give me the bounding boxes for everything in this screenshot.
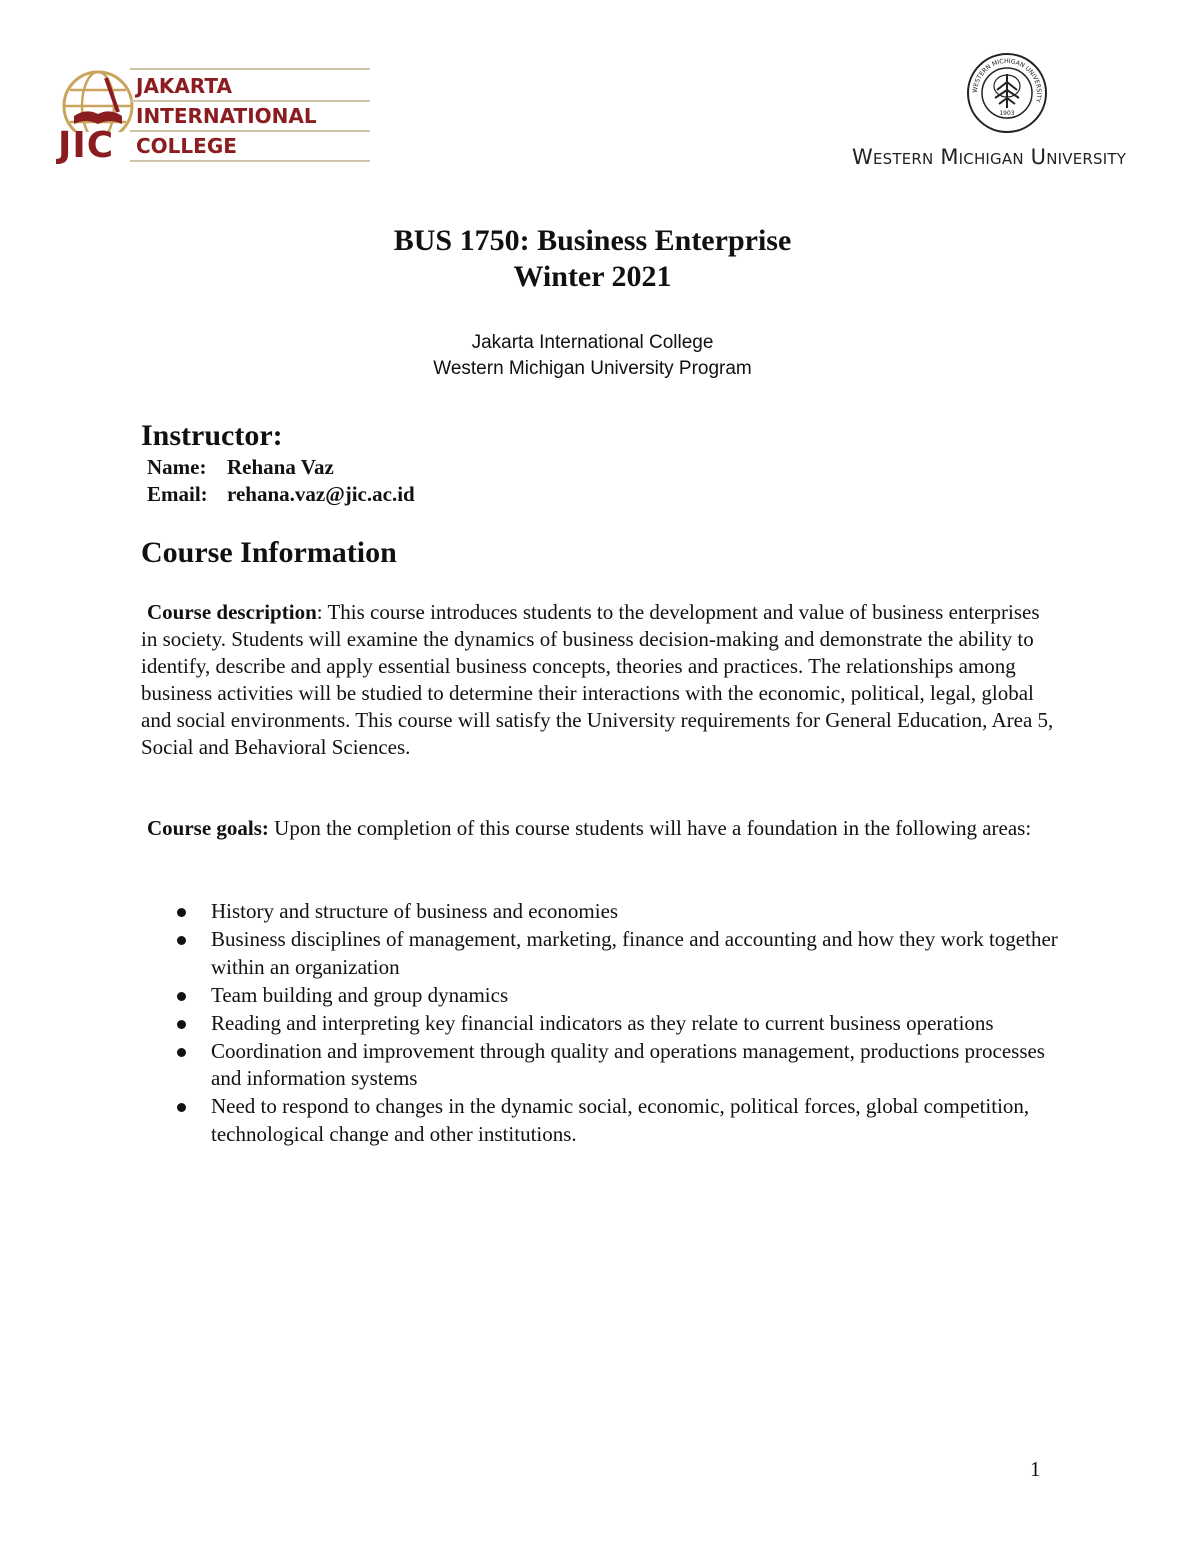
list-item: Team building and group dynamics xyxy=(141,982,1061,1010)
institution-name: Jakarta International College xyxy=(471,332,714,353)
course-description-label: Course description xyxy=(147,600,317,624)
course-goals-intro xyxy=(141,815,1061,842)
logo-rule xyxy=(130,130,370,132)
bullet-icon xyxy=(177,1048,186,1057)
instructor-heading: Instructor: xyxy=(141,419,283,452)
instructor-email: rehana.vaz@jic.ac.id xyxy=(227,482,415,506)
university-wordmark: Western Michigan University xyxy=(852,145,1127,169)
bullet-icon xyxy=(177,992,186,1001)
globe-icon xyxy=(56,68,140,132)
instructor-email-row xyxy=(147,481,415,508)
bullet-icon xyxy=(177,1103,186,1112)
bullet-icon xyxy=(177,908,186,917)
email-label: Email: xyxy=(147,482,208,506)
course-description xyxy=(141,599,1061,761)
program-name: Western Michigan University Program xyxy=(433,358,752,379)
course-term: Winter 2021 xyxy=(513,260,672,293)
instructor-name: Rehana Vaz xyxy=(227,455,334,479)
course-goals-label: Course goals: xyxy=(147,816,269,840)
course-title: BUS 1750: Business Enterprise xyxy=(393,224,792,257)
instructor-name-row xyxy=(147,454,334,481)
logo-word-college: COLLEGE xyxy=(136,134,237,158)
jic-logo xyxy=(56,66,318,166)
logo-rule xyxy=(130,160,370,162)
list-item: Reading and interpreting key financial indicators as they relate to current business operations xyxy=(141,1010,1061,1038)
svg-text:WESTERN MICHIGAN UNIVERSITY: WESTERN MICHIGAN UNIVERSITY xyxy=(971,57,1043,103)
bullet-icon xyxy=(177,936,186,945)
course-goals-list xyxy=(141,898,1061,1149)
logo-rule xyxy=(130,100,370,102)
list-item: Coordination and improvement through quality and operations management, productions processes and information systems xyxy=(141,1038,1061,1093)
list-item: Need to respond to changes in the dynamic social, economic, political forces, global competition, technological change and other institutions. xyxy=(141,1093,1061,1148)
logo-word-jakarta: JAKARTA xyxy=(136,74,232,98)
logo-rule xyxy=(130,68,370,70)
jic-monogram: JIC xyxy=(58,125,115,166)
bullet-icon xyxy=(177,1020,186,1029)
page-number: 1 xyxy=(1030,1457,1041,1481)
svg-text:1903: 1903 xyxy=(999,110,1015,117)
logo-word-international: INTERNATIONAL xyxy=(136,104,317,128)
course-info-heading: Course Information xyxy=(141,536,397,569)
list-item: History and structure of business and economies xyxy=(141,898,1061,926)
university-seal-icon xyxy=(966,52,1048,134)
list-item: Business disciplines of management, marketing, finance and accounting and how they work together within an organization xyxy=(141,926,1061,981)
course-goals-text: Upon the completion of this course students will have a foundation in the following areas: xyxy=(268,816,1032,840)
course-description-text: : This course introduces students to the development and value of business enterprises in society. Students will examine the dynamics of business decision-making and demonstrate the ability to identify, describe and apply essential business concepts, theories and practices. The relationships among business activities will be studied to determine their interactions with the economic, political, legal, global and social environments. This course will satisfy the University requirements for General Education, Area 5, Social and Behavioral Sciences. xyxy=(141,600,1054,759)
name-label: Name: xyxy=(147,455,207,479)
